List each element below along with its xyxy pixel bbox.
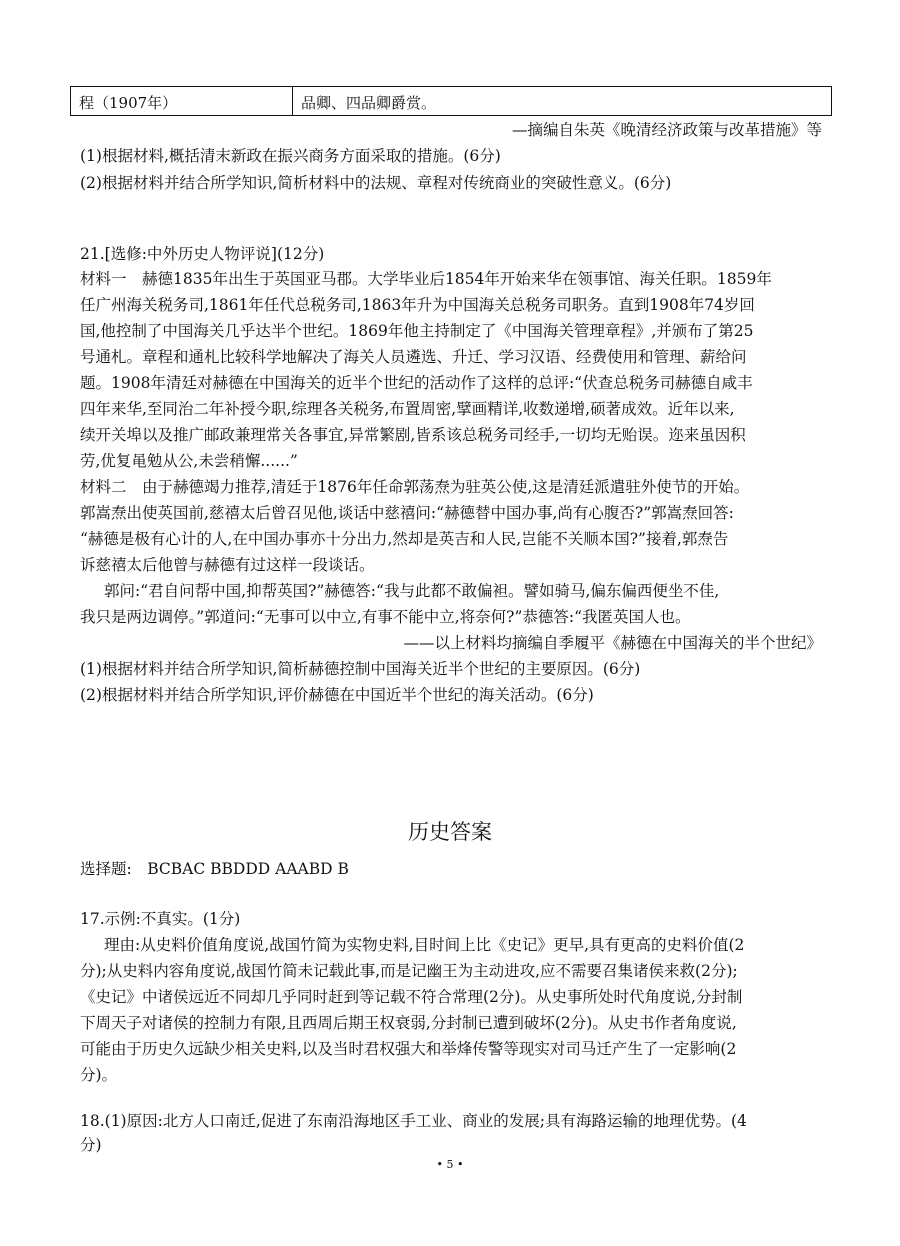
answers-title: 历史答案 xyxy=(408,820,492,844)
table-cell-reward: 品卿、四品卿爵赏。 xyxy=(301,94,437,112)
choice-answers: 选择题: BCBAC BBDDD AAABD B xyxy=(80,860,349,878)
q17-line: 分);从史料内容角度说,战国竹简未记载此事,而是记幽王为主动进攻,应不需要召集诸侯来救(2分); xyxy=(80,962,738,980)
q17-line: 可能由于历史久远缺少相关史料,以及当时君权强大和举烽传警等现实对司马迁产生了一定影响(2 xyxy=(80,1040,737,1058)
q21-source: ——以上材料均摘编自季履平《赫德在中国海关的半个世纪》 xyxy=(403,634,822,652)
q21-text-line: 郭嵩焘出使英国前,慈禧太后曾召见他,谈话中慈禧问:“赫德替中国办事,尚有心腹否?”郭嵩焘回答: xyxy=(80,504,734,522)
q21-text-line: 国,他控制了中国海关几乎达半个世纪。1869年他主持制定了《中国海关管理章程》,并颁布了第25 xyxy=(80,322,754,340)
table-row xyxy=(70,86,832,116)
q17-heading: 17.示例:不真实。(1分) xyxy=(80,910,241,928)
q21-heading: 21.[选修:中外历史人物评说](12分) xyxy=(80,245,325,263)
q21-text-line: 四年来华,至同治二年补授今职,综理各关税务,布置周密,擘画精详,收数递增,硕著成效。近年以来, xyxy=(80,400,735,418)
q21-dialog-line: 我只是两边调停。”郭道问:“无事可以中立,有事不能中立,将奈何?”恭德答:“我匿英国人也。 xyxy=(80,608,691,626)
q21-question-1: (1)根据材料并结合所学知识,简析赫德控制中国海关近半个世纪的主要原因。(6分) xyxy=(80,660,641,678)
q17-line: 《史记》中诸侯远近不同却几乎同时赶到等记载不符合常理(2分)。从史事所处时代角度说,分封制 xyxy=(80,988,743,1006)
q21-text-line: 材料一 赫德1835年出生于英国亚马郡。大学毕业后1854年开始来华在领事馆、海关任职。1859年 xyxy=(80,270,772,288)
q20-question-1: (1)根据材料,概括清末新政在振兴商务方面采取的措施。(6分) xyxy=(80,147,501,165)
q17-line: 下周天子对诸侯的控制力有限,且西周后期王权衰弱,分封制已遭到破坏(2分)。从史书作者角度说, xyxy=(80,1014,737,1032)
q21-text-line: 诉慈禧太后他曾与赫德有过这样一段谈话。 xyxy=(80,556,375,574)
q21-text-line: “赫德是极有心计的人,在中国办事亦十分出力,然却是英吉和人民,岂能不关顺本国?”接着,郭焘告 xyxy=(80,530,729,548)
q21-text-line: 号通札。章程和通札比较科学地解决了海关人员遴选、升迁、学习汉语、经费使用和管理、薪给问 xyxy=(80,348,747,366)
q21-text-line: 任广州海关税务司,1861年任代总税务司,1863年升为中国海关总税务司职务。直到1908年74岁回 xyxy=(80,296,755,314)
q20-source: —摘编自朱英《晚清经济政策与改革措施》等 xyxy=(511,121,822,139)
q21-dialog-line: 郭问:“君自问帮中国,抑帮英国?”赫德答:“我与此都不敢偏袒。譬如骑马,偏东偏西便坐不佳, xyxy=(104,582,720,600)
q21-text-line: 劳,优复黾勉从公,未尝稍懈......” xyxy=(80,452,298,470)
q17-line: 理由:从史料价值角度说,战国竹简为实物史料,目时间上比《史记》更早,具有更高的史料价值(2 xyxy=(104,936,745,954)
q21-question-2: (2)根据材料并结合所学知识,评价赫德在中国近半个世纪的海关活动。(6分) xyxy=(80,686,594,704)
q18-line: 分) xyxy=(80,1136,102,1154)
q21-text-line: 题。1908年清廷对赫德在中国海关的近半个世纪的活动作了这样的总评:“伏查总税务司赫德自咸丰 xyxy=(80,374,753,392)
q20-question-2: (2)根据材料并结合所学知识,简析材料中的法规、章程对传统商业的突破性意义。(6分) xyxy=(80,174,672,192)
page-number: • 5 • xyxy=(436,1158,464,1171)
q21-text-line: 续开关埠以及推广邮政兼理常关各事宜,异常繁剧,皆系该总税务司经手,一切均无贻误。迩来虽因积 xyxy=(80,426,746,444)
table-cell-law: 程（1907年） xyxy=(71,87,293,115)
q21-text-line: 材料二 由于赫德竭力推荐,清廷于1876年任命郭荡焘为驻英公使,这是清廷派遣驻外使节的开始。 xyxy=(80,478,750,496)
q18-line: 18.(1)原因:北方人口南迁,促进了东南沿海地区手工业、商业的发展;具有海路运输的地理优势。(4 xyxy=(80,1112,747,1130)
q17-line: 分)。 xyxy=(80,1066,118,1084)
